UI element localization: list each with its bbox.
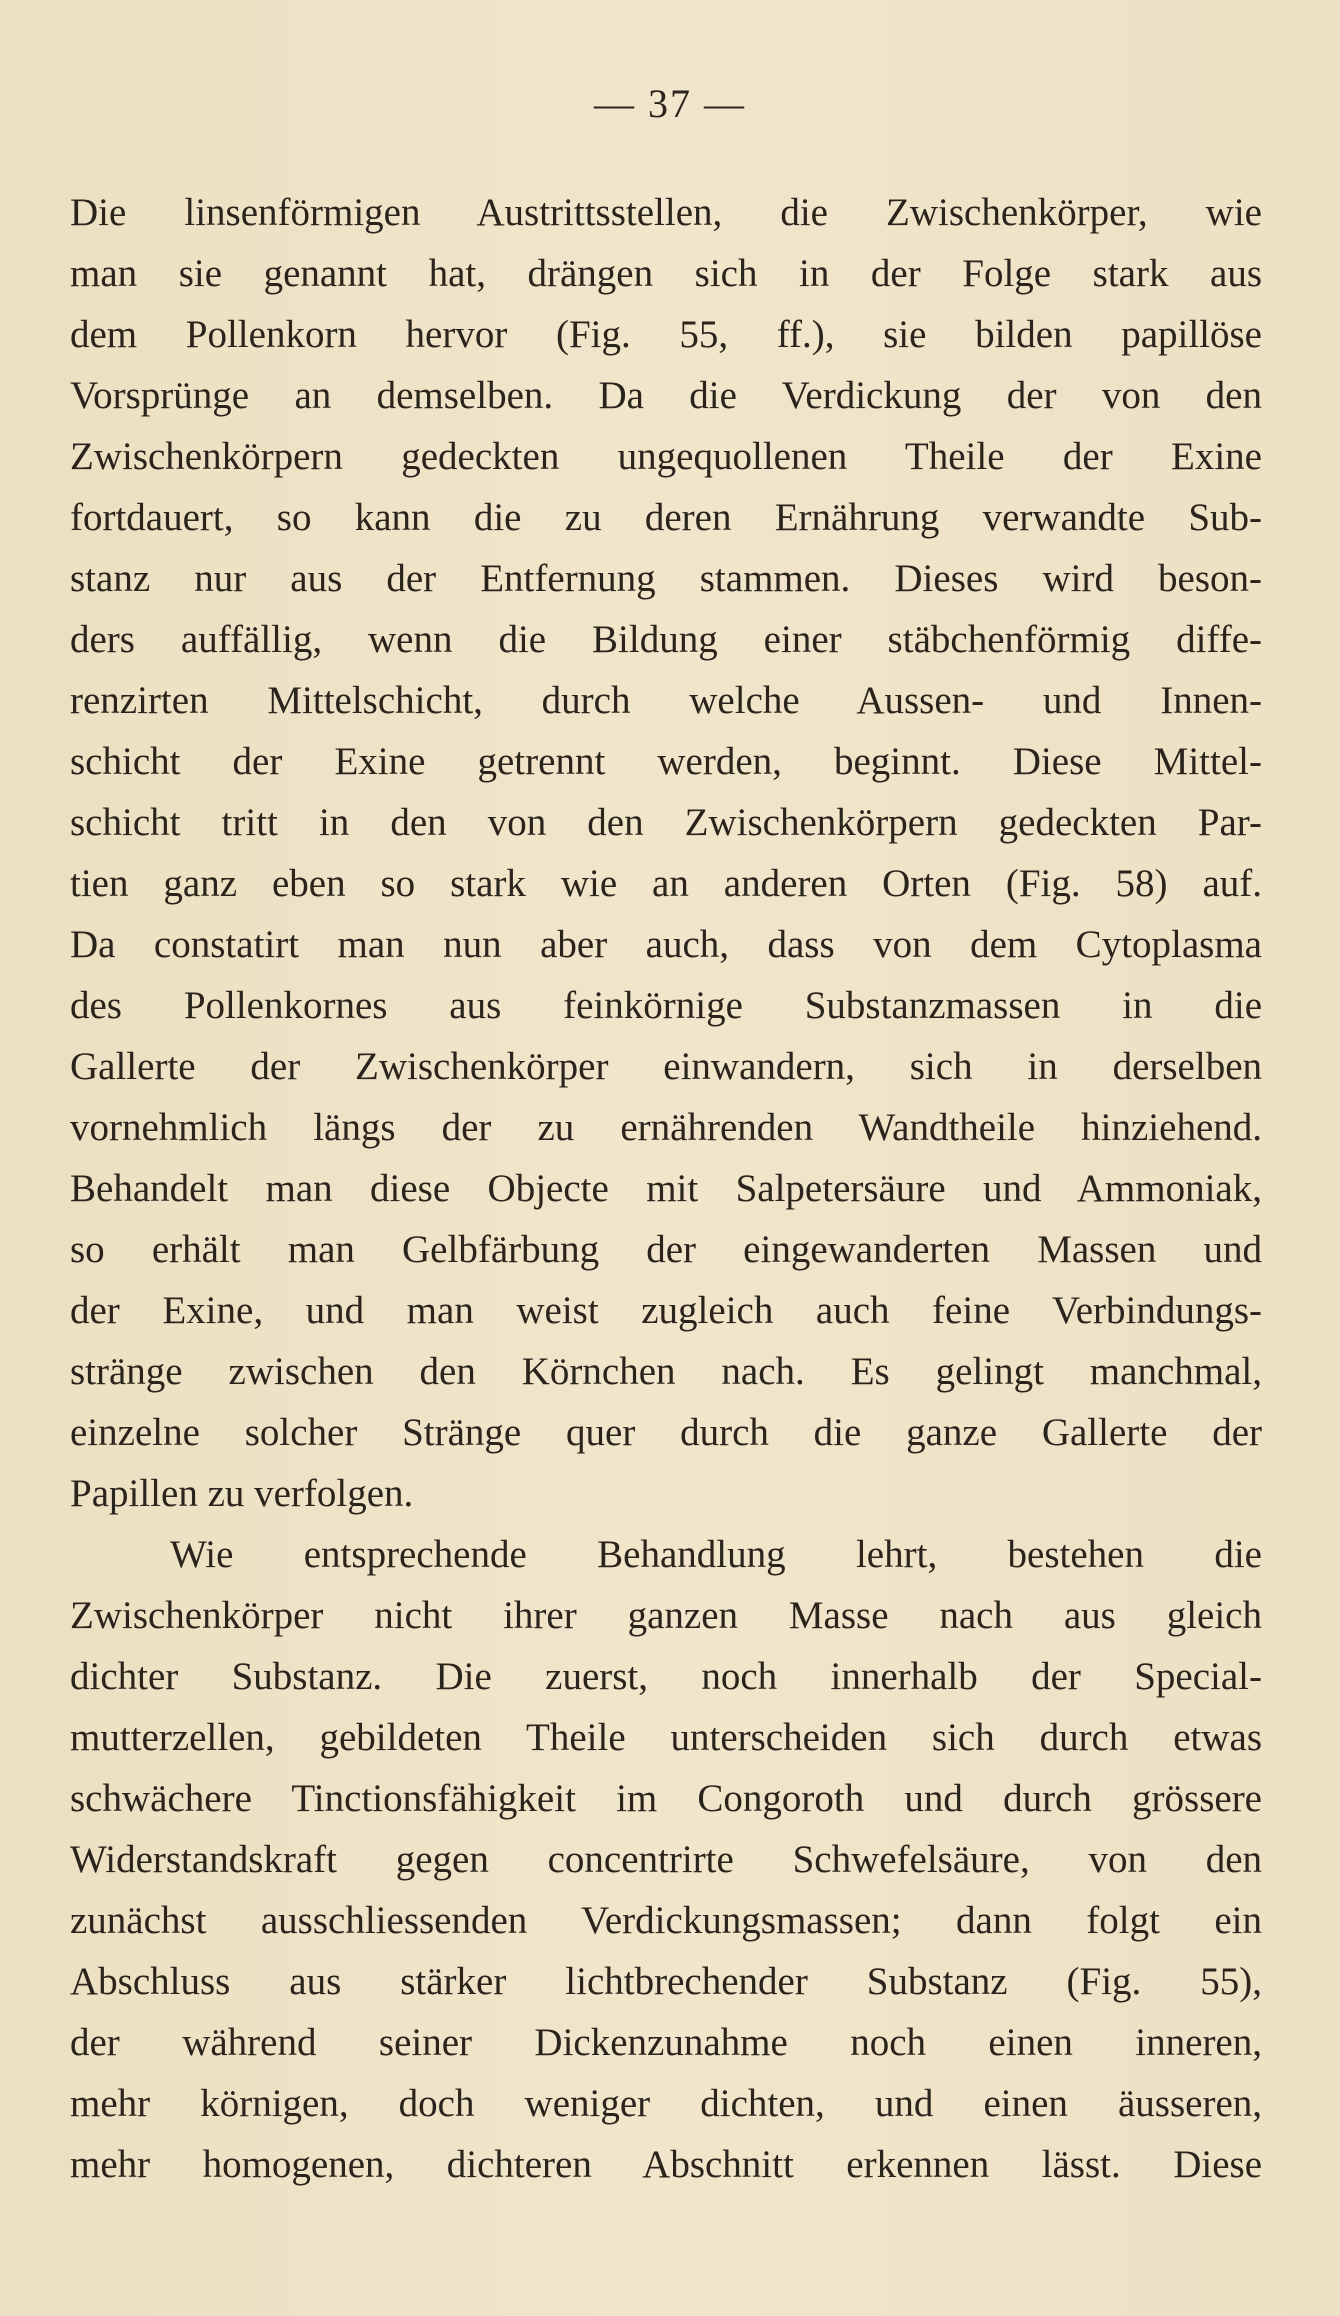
text-line: mehr körnigen, doch weniger dichten, und einen äusseren,: [70, 2082, 1262, 2125]
text-line: ders auffällig, wenn die Bildung einer stäbchenförmig diffe-: [70, 618, 1262, 661]
text-line: vornehmlich längs der zu ernährenden Wandtheile hinziehend.: [70, 1106, 1262, 1149]
paragraph-start-line: Wie entsprechende Behandlung lehrt, bestehen die: [170, 1533, 1262, 1576]
text-line: Vorsprünge an demselben. Da die Verdickung der von den: [70, 374, 1262, 417]
text-line: Gallerte der Zwischenkörper einwandern, sich in derselben: [70, 1045, 1262, 1088]
page-number-header: — 37 —: [594, 81, 746, 126]
text-line: man sie genannt hat, drängen sich in der Folge stark aus: [70, 252, 1262, 295]
text-line: stränge zwischen den Körnchen nach. Es gelingt manchmal,: [70, 1350, 1262, 1393]
body-text: [70, 182, 1262, 2195]
text-line: Widerstandskraft gegen concentrirte Schwefelsäure, von den: [70, 1838, 1262, 1881]
text-line: dem Pollenkorn hervor (Fig. 55, ff.), sie bilden papillöse: [70, 313, 1262, 356]
text-line: schicht der Exine getrennt werden, beginnt. Diese Mittel-: [70, 740, 1262, 783]
text-line: der während seiner Dickenzunahme noch einen inneren,: [70, 2021, 1262, 2064]
text-line: einzelne solcher Stränge quer durch die ganze Gallerte der: [70, 1411, 1262, 1454]
text-line: Behandelt man diese Objecte mit Salpetersäure und Ammoniak,: [70, 1167, 1262, 1210]
text-line: des Pollenkornes aus feinkörnige Substanzmassen in die: [70, 984, 1262, 1027]
text-line: Zwischenkörper nicht ihrer ganzen Masse nach aus gleich: [70, 1594, 1262, 1637]
text-line: stanz nur aus der Entfernung stammen. Dieses wird beson-: [70, 557, 1262, 600]
text-line: fortdauert, so kann die zu deren Ernährung verwandte Sub-: [70, 496, 1262, 539]
text-line: Da constatirt man nun aber auch, dass von dem Cytoplasma: [70, 923, 1262, 966]
text-line: der Exine, und man weist zugleich auch feine Verbindungs-: [70, 1289, 1262, 1332]
text-line: schicht tritt in den von den Zwischenkörpern gedeckten Par-: [70, 801, 1262, 844]
text-line: mehr homogenen, dichteren Abschnitt erkennen lässt. Diese: [70, 2143, 1262, 2186]
text-line: dichter Substanz. Die zuerst, noch innerhalb der Special-: [70, 1655, 1262, 1698]
text-line: Die linsenförmigen Austrittsstellen, die Zwischenkörper, wie: [70, 191, 1262, 234]
text-line: renzirten Mittelschicht, durch welche Aussen- und Innen-: [70, 679, 1262, 722]
text-line: zunächst ausschliessenden Verdickungsmassen; dann folgt ein: [70, 1899, 1262, 1942]
text-line: tien ganz eben so stark wie an anderen Orten (Fig. 58) auf.: [70, 862, 1262, 905]
text-line: Abschluss aus stärker lichtbrechender Substanz (Fig. 55),: [70, 1960, 1262, 2003]
text-line: schwächere Tinctionsfähigkeit im Congoroth und durch grössere: [70, 1777, 1262, 1820]
paragraph-end-line: Papillen zu verfolgen.: [70, 1472, 414, 1515]
text-line: so erhält man Gelbfärbung der eingewanderten Massen und: [70, 1228, 1262, 1271]
text-line: mutterzellen, gebildeten Theile unterscheiden sich durch etwas: [70, 1716, 1262, 1759]
text-line: Zwischenkörpern gedeckten ungequollenen Theile der Exine: [70, 435, 1262, 478]
